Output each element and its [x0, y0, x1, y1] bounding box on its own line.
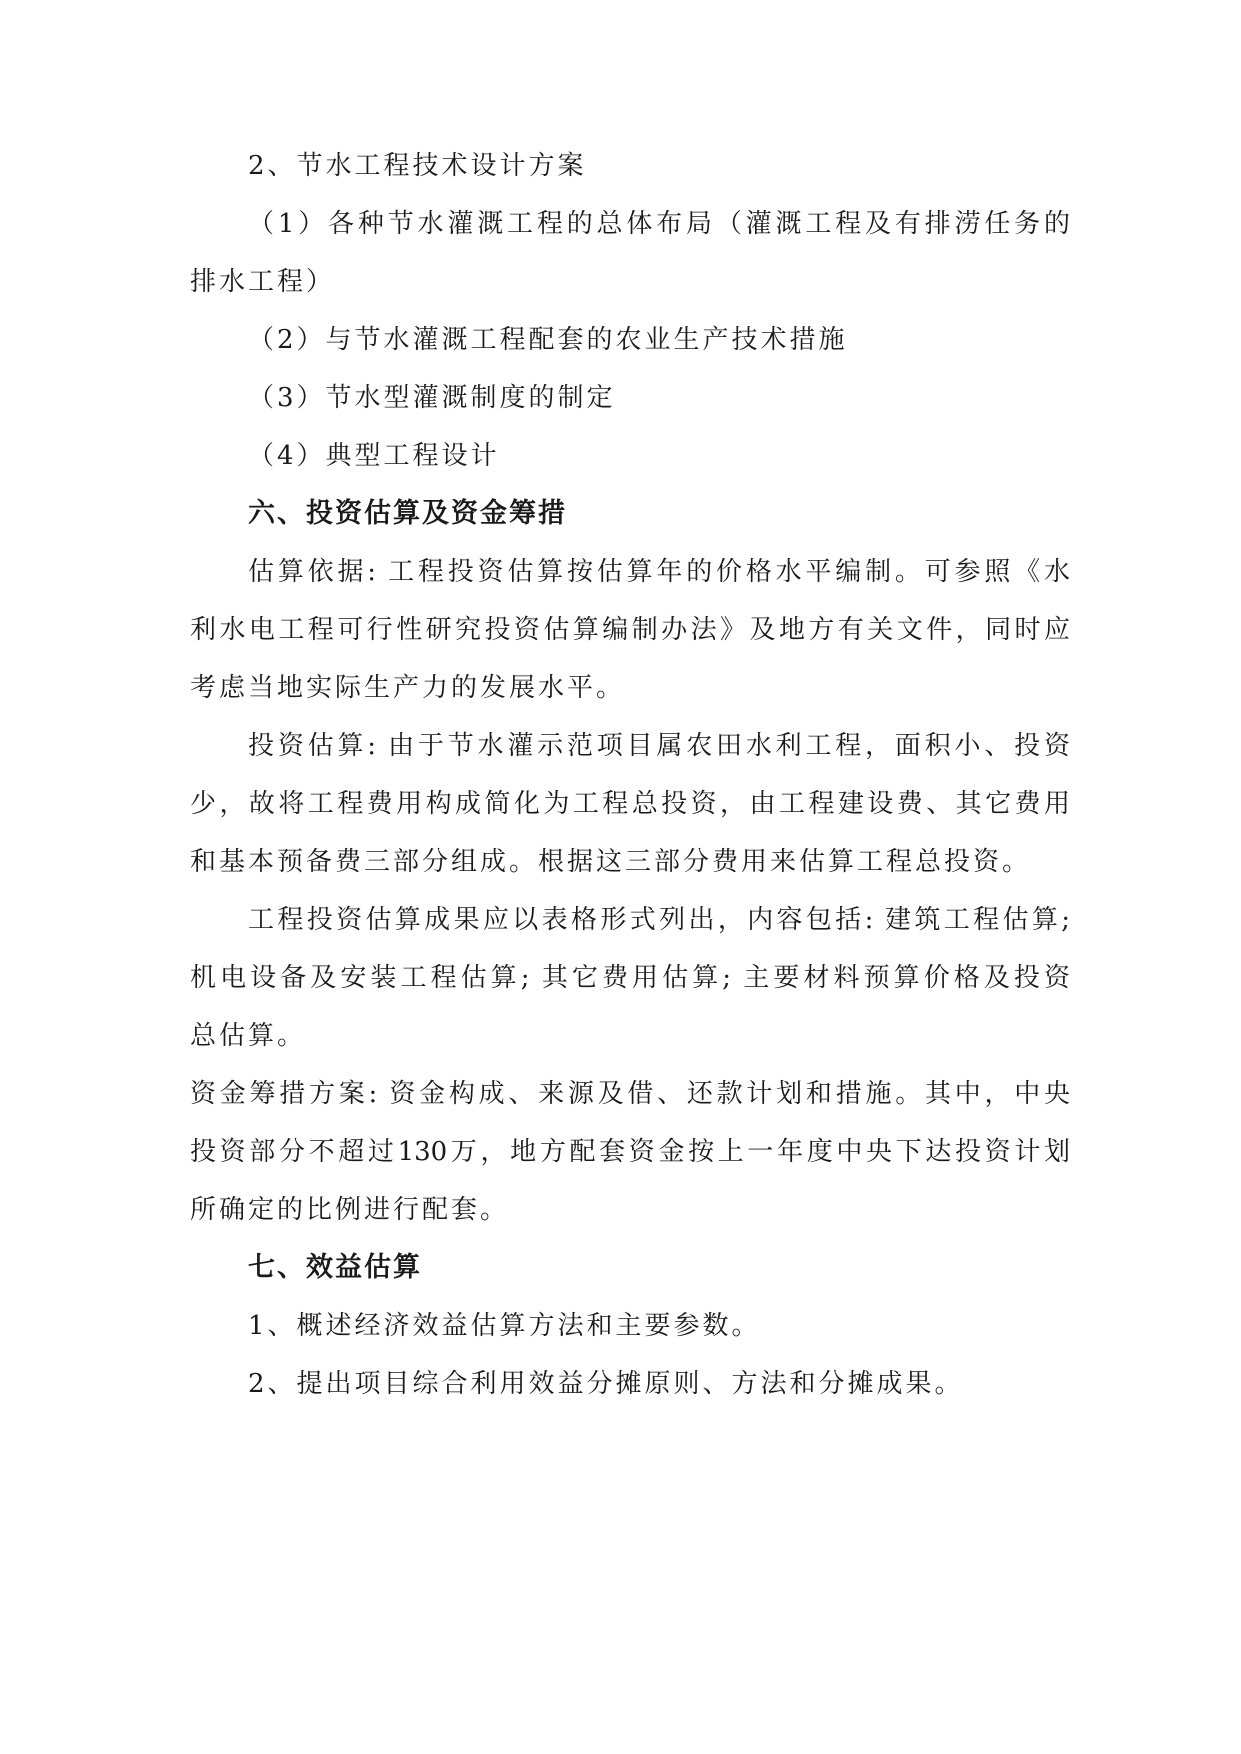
benefit-item-1: 1、概述经济效益估算方法和主要参数。 [248, 1311, 761, 1341]
paragraph-estimate-results: 工程投资估算成果应以表格形式列出，内容包括: 建筑工程估算; [248, 905, 1070, 935]
paragraph-investment-estimate-line2: 少，故将工程费用构成简化为工程总投资，由工程建设费、其它费用 [190, 789, 1070, 819]
section-heading-benefit: 七、效益估算 [248, 1252, 422, 1283]
list-item-2: （2）与节水灌溉工程配套的农业生产技术措施 [248, 325, 848, 355]
paragraph-estimate-basis-line3: 考虑当地实际生产力的发展水平。 [190, 673, 626, 703]
list-item-1-continued: 排水工程） [190, 267, 336, 297]
paragraph-fund-raising: 资金筹措方案: 资金构成、来源及借、还款计划和措施。其中，中央 [190, 1079, 1070, 1109]
paragraph-estimate-basis-line2: 利水电工程可行性研究投资估算编制办法》及地方有关文件，同时应 [190, 615, 1070, 645]
list-item-3: （3）节水型灌溉制度的制定 [248, 383, 616, 413]
paragraph-fund-raising-line2: 投资部分不超过130万，地方配套资金按上一年度中央下达投资计划 [190, 1137, 1070, 1167]
list-item-1: （1）各种节水灌溉工程的总体布局（灌溉工程及有排涝任务的 [248, 209, 1070, 239]
paragraph-fund-raising-line3: 所确定的比例进行配套。 [190, 1195, 510, 1225]
section-heading-investment: 六、投资估算及资金筹措 [248, 498, 567, 529]
benefit-item-2: 2、提出项目综合利用效益分摊原则、方法和分摊成果。 [248, 1369, 964, 1399]
paragraph-estimate-basis: 估算依据: 工程投资估算按估算年的价格水平编制。可参照《水 [248, 557, 1070, 587]
section-item-water-saving-design: 2、节水工程技术设计方案 [248, 151, 587, 181]
list-item-4: （4）典型工程设计 [248, 441, 500, 471]
paragraph-estimate-results-line3: 总估算。 [190, 1021, 307, 1051]
paragraph-investment-estimate: 投资估算: 由于节水灌示范项目属农田水利工程，面积小、投资 [248, 731, 1070, 761]
paragraph-investment-estimate-line3: 和基本预备费三部分组成。根据这三部分费用来估算工程总投资。 [190, 847, 1032, 877]
paragraph-estimate-results-line2: 机电设备及安装工程估算; 其它费用估算; 主要材料预算价格及投资 [190, 963, 1070, 993]
